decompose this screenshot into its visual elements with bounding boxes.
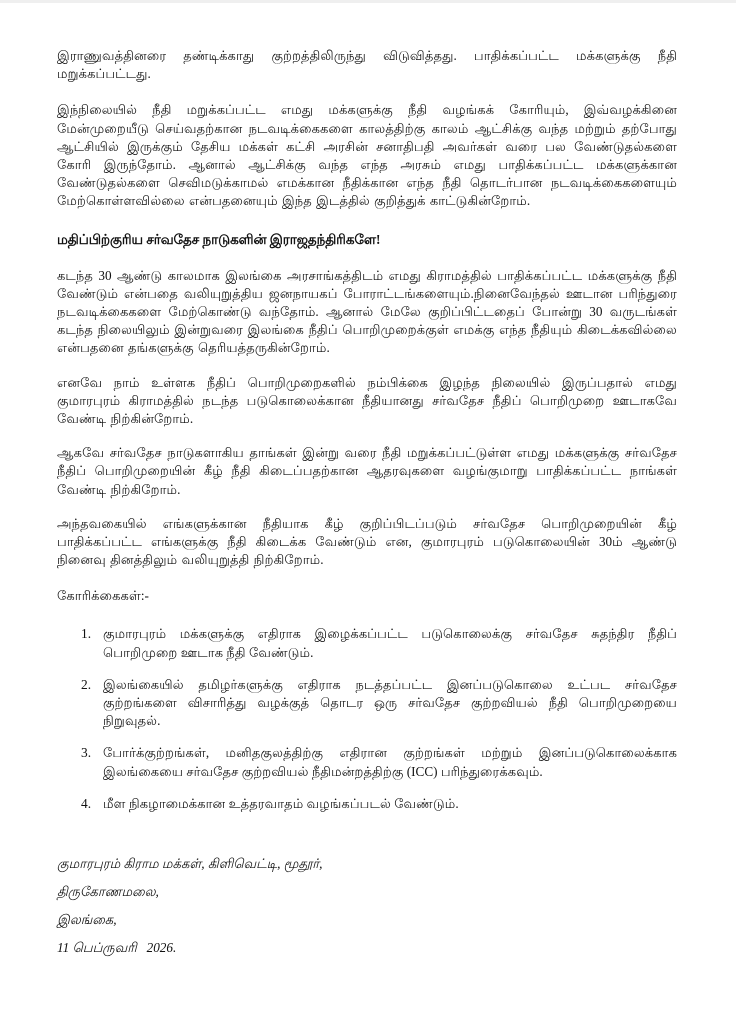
signature-line-country: இலங்கை, bbox=[57, 912, 117, 928]
salutation-heading: மதிப்பிற்குரிய சர்வதேச நாடுகளின் இராஜதந்திரிகளே! bbox=[57, 231, 381, 247]
requests-label: கோரிக்கைகள்:- bbox=[57, 588, 149, 604]
request-number: 3. bbox=[81, 745, 92, 761]
letter-page bbox=[57, 20, 677, 957]
request-text: மீள நிகழாமைக்கான உத்தரவாதம் வழங்கப்படல் வேண்டும். bbox=[103, 795, 459, 811]
request-item bbox=[57, 744, 677, 780]
paragraph-appeals: இந்நிலையில் நீதி மறுக்கப்பட்ட எமது மக்களுக்கு நீதி வழங்கக் கோரியும், இவ்வழக்கினை மேன்முறையீடு செய்வதற்கான நடவடிக்கைகளை காலத்திற்கு காலம் ஆட்சிக்கு வந்த மற்றும் தற்போது ஆட்சியில் இருக்கும் தேசிய மக்கள் கட்சி அரசின் சனாதிபதி அவர்கள் வரை பல வேண்டுதல்களை கோரி இருந்தோம். ஆனால் ஆட்சிக்கு வந்த எந்த அரசும் எமது பாதிக்கப்பட்ட மக்களுக்கான வேண்டுதல்களை செவிமடுக்காமல் எமக்கான நீதிக்கான எந்த நீதி தொடர்பான நடவடிக்கைகளையும் மேற்கொள்ளவில்லை என்பதனையும் இந்த இடத்தில் குறித்துக் காட்டுகின்றோம். bbox=[57, 102, 677, 209]
request-number: 2. bbox=[81, 676, 92, 692]
signature-block bbox=[57, 855, 677, 957]
request-item bbox=[57, 795, 677, 813]
request-text: குமாரபுரம் மக்களுக்கு எதிராக இழைக்கப்பட்ட படுகொலைக்கு சர்வதேச சுதந்திர நீதிப் பொறிமுறை ஊடாக நீதி வேண்டும். bbox=[103, 626, 677, 660]
paragraph-intro: இராணுவத்தினரை தண்டிக்காது குற்றத்திலிருந்து விடுவித்தது. பாதிக்கப்பட்ட மக்களுக்கு நீதி மறுக்கப்பட்டது. bbox=[57, 48, 677, 82]
request-text: இலங்கையில் தமிழர்களுக்கு எதிராக நடத்தப்பட்ட இனப்படுகொலை உட்பட சர்வதேச குற்றங்களை விசாரித்து வழக்குத் தொடர ஒரு சர்வதேச குற்றவியல் நீதி பொறிமுறையை நிறுவுதல். bbox=[103, 676, 677, 729]
signature-date: 11 பெப்ருவரி 2026. bbox=[57, 940, 177, 956]
top-divider-strip bbox=[0, 0, 736, 3]
paragraph-body-4: அந்தவகையில் எங்களுக்கான நீதியாக கீழ் குறிப்பிடப்படும் சர்வதேச பொறிமுறையின் கீழ் பாதிக்கப்பட்ட எங்களுக்கு நீதி கிடைக்க வேண்டும் என, குமாரபுரம் படுகொலையின் 30ம் ஆண்டு நினைவு தினத்திலும் வலியுறுத்தி நிற்கிறோம். bbox=[57, 515, 677, 568]
request-item bbox=[57, 625, 677, 661]
request-number: 4. bbox=[81, 795, 92, 811]
request-text: போர்க்குற்றங்கள், மனிதகுலத்திற்கு எதிரான குற்றங்கள் மற்றும் இனப்படுகொலைக்காக இலங்கையை சர்வதேச குற்றவியல் நீதிமன்றத்திற்கு (ICC) பரிந்துரைக்கவும். bbox=[103, 745, 677, 779]
paragraph-body-3: ஆகவே சர்வதேச நாடுகளாகிய தாங்கள் இன்று வரை நீதி மறுக்கப்பட்டுள்ள எமது மக்களுக்கு சர்வதேச நீதிப் பொறிமுறையின் கீழ் நீதி கிடைப்பதற்கான ஆதரவுகளை வழங்குமாறு பாதிக்கப்பட்ட நாங்கள் வேண்டி நிற்கிறோம். bbox=[57, 445, 677, 497]
signature-line-village: குமாரபுரம் கிராம மக்கள், கிளிவெட்டி, மூதூர், bbox=[57, 856, 323, 872]
paragraph-body-2: எனவே நாம் உள்ளக நீதிப் பொறிமுறைகளில் நம்பிக்கை இழந்த நிலையில் இருப்பதால் எமது குமாரபுரம் கிராமத்தில் நடந்த படுகொலைக்கான நீதியானது சர்வதேச நீதிப் பொறிமுறை ஊடாகவே வேண்டி நிற்கின்றோம். bbox=[57, 374, 677, 427]
request-number: 1. bbox=[81, 626, 92, 642]
request-item bbox=[57, 676, 677, 731]
requests-list bbox=[57, 625, 677, 813]
signature-line-district: திருகோணமலை, bbox=[57, 884, 159, 900]
paragraph-body-1: கடந்த 30 ஆண்டு காலமாக இலங்கை அரசாங்கத்திடம் எமது கிராமத்தில் பாதிக்கப்பட்ட மக்களுக்கு நீதி வேண்டும் என்பதை வலியுறுத்திய ஜனநாயகப் போராட்டங்களையும்.நினைவேந்தல் ஊடான பரிந்துரை நடவடிக்கைகளை மேற்கொண்டு வந்தோம். ஆனால் மேலே குறிப்பிட்டதைப் போன்று 30 வருடங்கள் கடந்த நிலையிலும் இன்றுவரை இலங்கை நீதிப் பொறிமுறைக்குள் எமக்கு எந்த நீதியும் கிடைக்கவில்லை என்பதனை தங்களுக்கு தெரியத்தருகின்றோம். bbox=[57, 267, 677, 356]
